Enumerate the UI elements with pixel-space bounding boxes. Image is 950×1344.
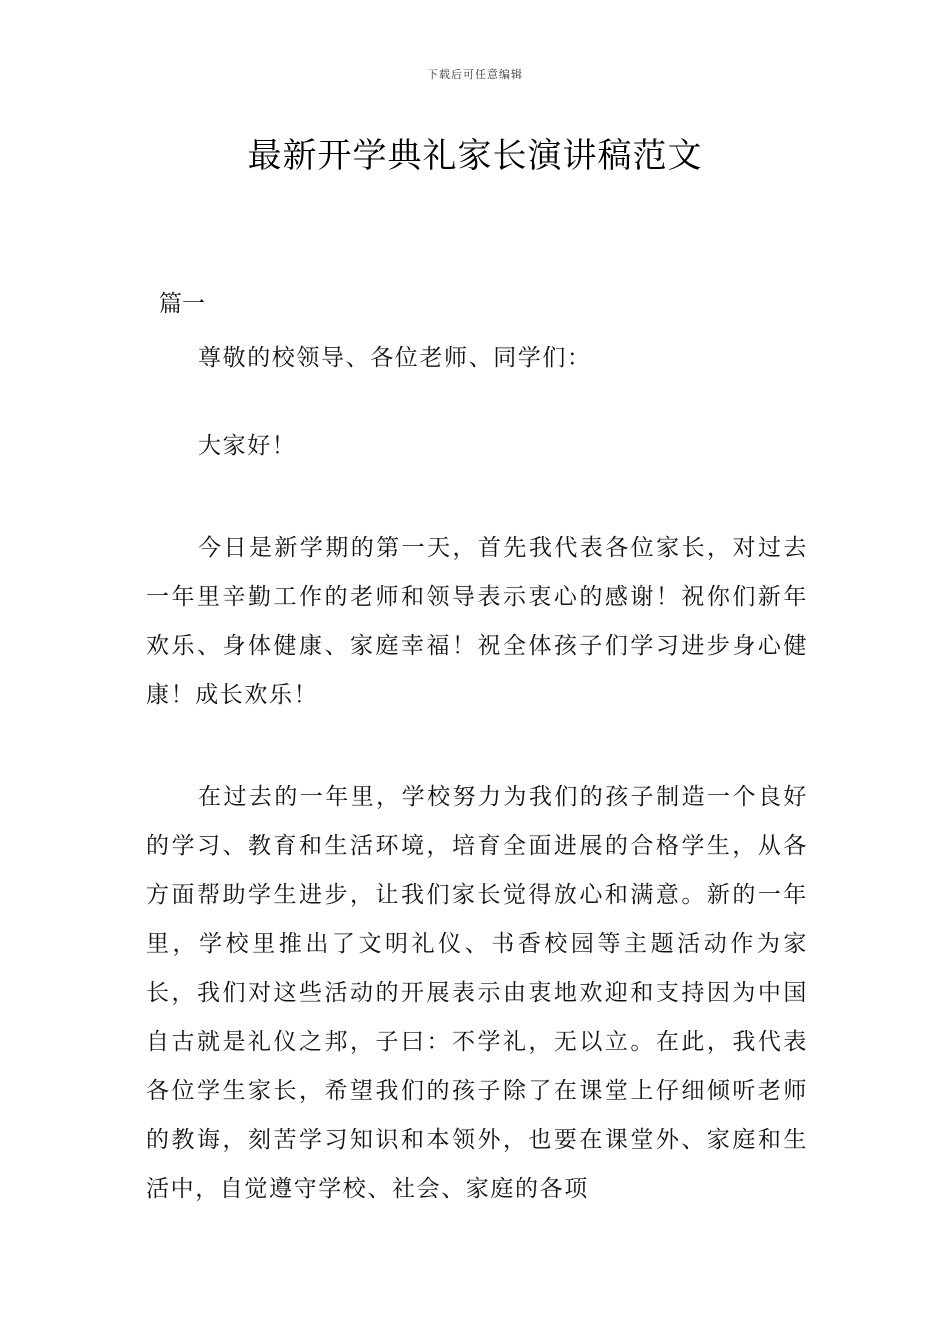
header-note: 下载后可任意编辑 [427,68,523,81]
body-paragraph-1: 今日是新学期的第一天，首先我代表各位家长，对过去一年里辛勤工作的老师和领导表示衷心的感谢！祝你们新年欢乐、身体健康、家庭幸福！祝全体孩子们学习进步身心健康！成长欢乐！ [146,535,808,708]
document-title: 最新开学典礼家长演讲稿范文 [247,136,703,176]
hello-line: 大家好！ [198,433,297,459]
section-label: 篇一 [159,291,205,317]
body-paragraph-2: 在过去的一年里，学校努力为我们的孩子制造一个良好的学习、教育和生活环境，培育全面进展的合格学生，从各方面帮助学生进步，让我们家长觉得放心和满意。新的一年里，学校里推出了文明礼仪、书香校园等主题活动作为家长，我们对这些活动的开展表示由衷地欢迎和支持因为中国自古就是礼仪之邦，子曰：不学礼，无以立。在此，我代表各位学生家长，希望我们的孩子除了在课堂上仔细倾听老师的教诲，刻苦学习知识和本领外，也要在课堂外、家庭和生活中，自觉遵守学校、社会、家庭的各项 [146,784,808,1202]
greeting-line: 尊敬的校领导、各位老师、同学们： [198,345,592,371]
